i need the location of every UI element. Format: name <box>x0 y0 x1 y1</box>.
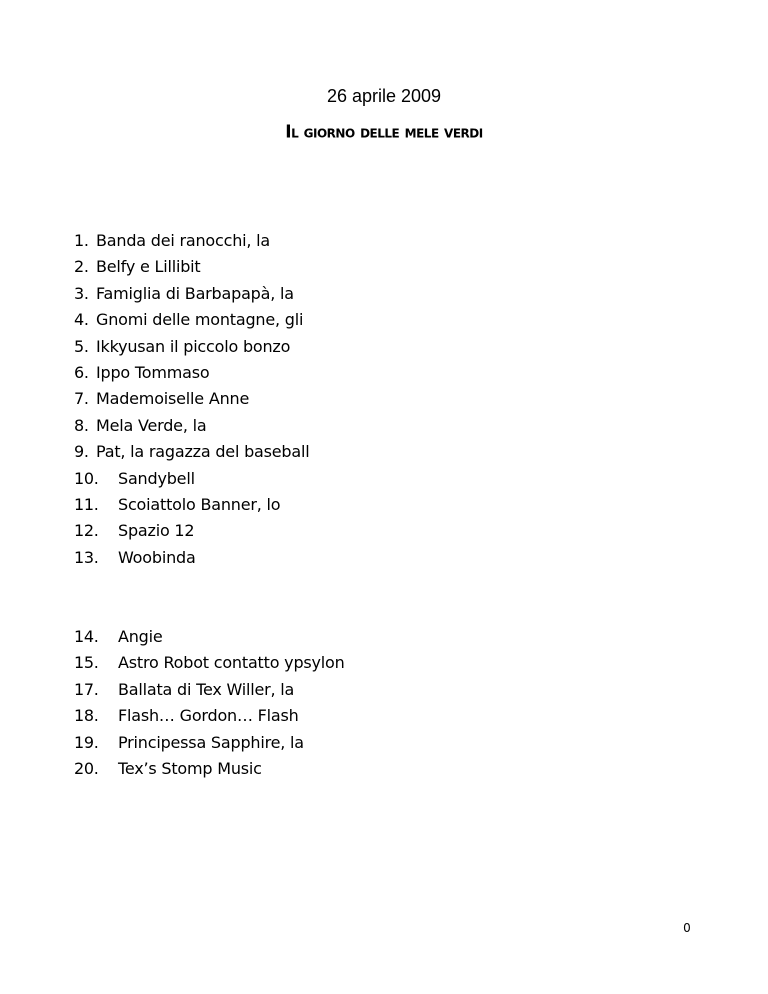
list-item <box>74 703 345 729</box>
list-item-label: Woobinda <box>118 547 196 567</box>
list-item-number: 18. <box>74 706 99 726</box>
list-item-number: 6. <box>74 363 89 383</box>
list-item <box>74 307 309 333</box>
list-item-label: Tex’s Stomp Music <box>118 759 262 779</box>
list-item <box>74 624 345 650</box>
list-item <box>74 518 309 544</box>
list-item-number: 12. <box>74 521 99 541</box>
list-item-label: Astro Robot contatto ypsylon <box>118 653 345 673</box>
list-item-number: 1. <box>74 231 89 250</box>
list-item <box>74 466 309 492</box>
list-item-label: Ballata di Tex Willer, la <box>118 679 295 699</box>
list-item-label: Sandybell <box>118 468 195 488</box>
list-item-label: Scoiattolo Banner, lo <box>118 495 281 515</box>
list-item <box>74 281 309 307</box>
list-item <box>74 360 309 386</box>
list-item-label: Principessa Sapphire, la <box>118 732 304 752</box>
list-item <box>74 730 345 756</box>
list-item <box>74 756 345 782</box>
list-item-number: 11. <box>74 495 99 515</box>
list-item-number: 17. <box>74 679 99 699</box>
list-item-number: 3. <box>74 283 89 303</box>
page-number: 0 <box>683 921 691 935</box>
document-date: 26 aprile 2009 <box>326 86 442 106</box>
episode-list-primary <box>74 228 309 571</box>
list-item-label: Mademoiselle Anne <box>96 389 250 409</box>
list-item-label: Pat, la ragazza del baseball <box>96 442 310 462</box>
list-item-number: 10. <box>74 468 99 488</box>
list-item-number: 5. <box>74 336 89 356</box>
list-item-label: Famiglia di Barbapapà, la <box>96 283 294 303</box>
list-item-number: 13. <box>74 547 99 567</box>
list-item-label: Gnomi delle montagne, gli <box>96 310 304 330</box>
list-item <box>74 334 309 360</box>
list-item <box>74 650 345 676</box>
list-item-number: 4. <box>74 310 89 330</box>
list-item-number: 2. <box>74 257 89 277</box>
list-item <box>74 386 309 412</box>
list-item-number: 9. <box>74 442 89 462</box>
list-item-number: 19. <box>74 732 99 752</box>
list-item <box>74 545 309 571</box>
list-item-label: Spazio 12 <box>118 521 195 541</box>
list-item <box>74 254 309 280</box>
list-item <box>74 439 309 465</box>
document-title: Il giorno delle mele verdi <box>285 121 483 143</box>
list-item <box>74 228 309 254</box>
list-item-number: 7. <box>74 389 89 409</box>
list-item <box>74 413 309 439</box>
list-item-label: Angie <box>118 627 163 646</box>
list-item-number: 8. <box>74 415 89 435</box>
list-item-label: Ippo Tommaso <box>96 363 210 383</box>
list-item-label: Flash… Gordon… Flash <box>118 706 299 726</box>
list-item <box>74 492 309 518</box>
list-item-label: Belfy e Lillibit <box>96 257 201 277</box>
list-item-label: Ikkyusan il piccolo bonzo <box>96 336 291 356</box>
list-item-number: 15. <box>74 653 99 673</box>
list-item-number: 20. <box>74 759 99 779</box>
list-item <box>74 677 345 703</box>
list-item-label: Banda dei ranocchi, la <box>96 231 271 250</box>
list-item-label: Mela Verde, la <box>96 415 207 435</box>
episode-list-secondary <box>74 624 345 782</box>
list-item-number: 14. <box>74 627 99 646</box>
